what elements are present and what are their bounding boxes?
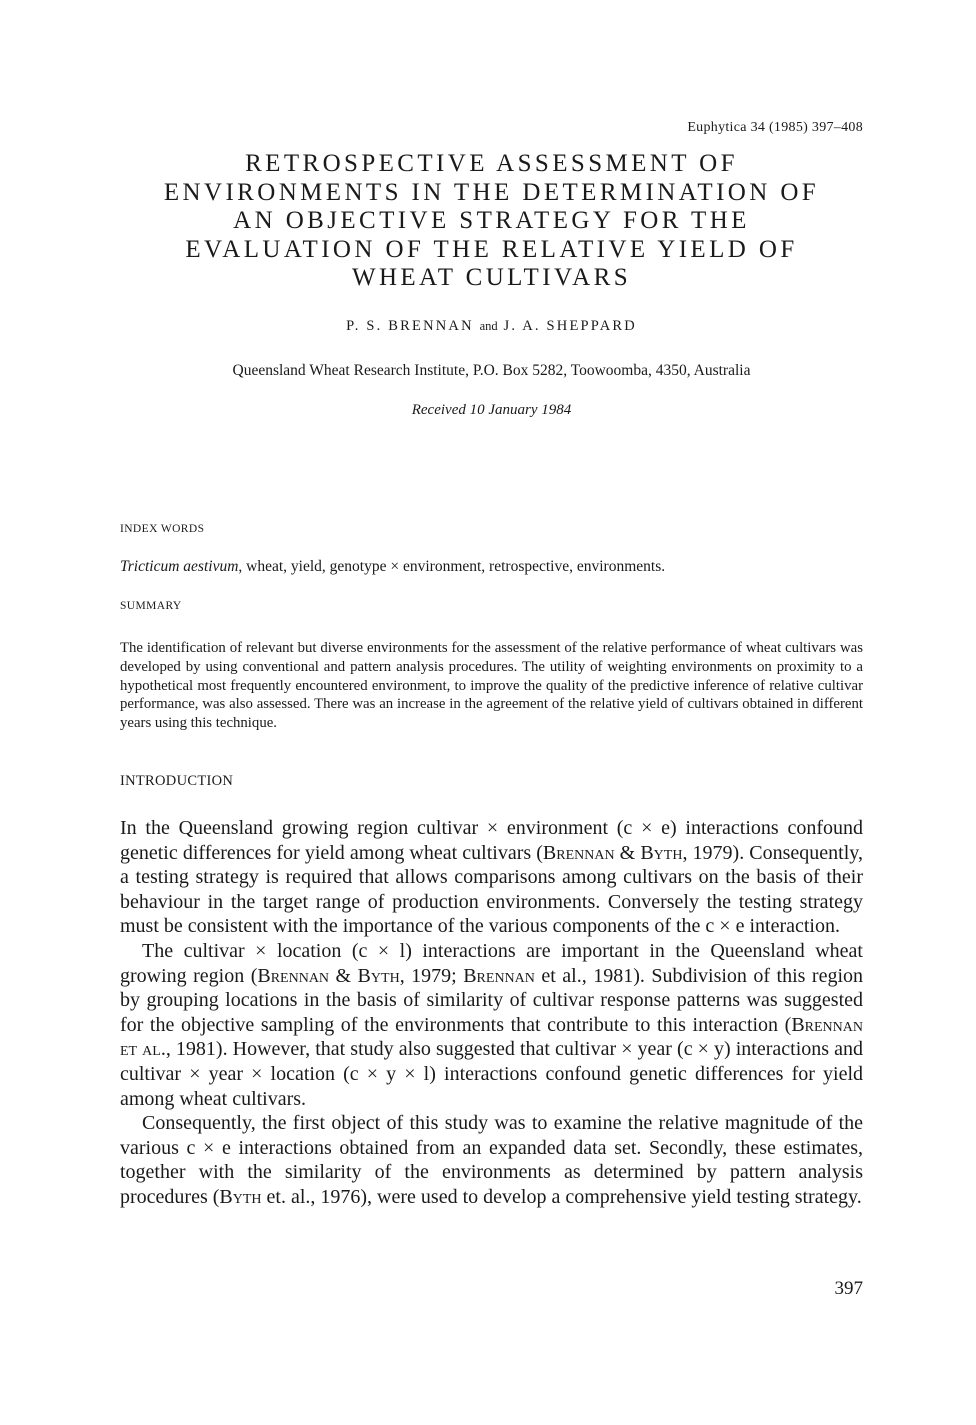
intro-text: Consequently, the first object of this study was to examine the relative magnitude of the various c × e interactions obtained from an expanded data set. Secondly, these estimates, together with the similarity of the environments as determined by pattern analysis procedures ( [120, 1112, 863, 1208]
journal-page [120, 0, 863, 1425]
author-affiliation: Queensland Wheat Research Institute, P.O. Box 5282, Toowoomba, 4350, Australia [232, 362, 751, 379]
author-list [120, 318, 863, 335]
intro-text: , 1981). However, that study also suggested that cultivar × year (c × y) interactions and cultivar × year × location (c × y × l) interactions confound genetic differences for yield among wheat cultivars. [120, 1038, 863, 1110]
citation: Brennan & Byth [542, 841, 683, 864]
author-sheppard: J. A. SHEPPARD [503, 318, 637, 334]
intro-text: In the Queensland growing region cultivar × environment (c × e) interactions confound genetic differences for yield among wheat cultivars ( [120, 817, 863, 864]
title-line: RETROSPECTIVE ASSESSMENT OF [245, 150, 738, 177]
title-line: WHEAT CULTIVARS [351, 264, 632, 291]
species-name: Tricticum aestivum [120, 558, 239, 575]
title-line: AN OBJECTIVE STRATEGY FOR THE [233, 207, 750, 234]
citation: Brennan et al. [120, 1013, 863, 1061]
journal-reference: Euphytica 34 (1985) 397–408 [687, 120, 863, 135]
citation: Brennan [463, 964, 535, 987]
article-title [120, 150, 863, 293]
title-line: ENVIRONMENTS IN THE DETERMINATION OF [163, 178, 820, 206]
index-words [120, 558, 863, 576]
intro-text: The cultivar × location (c × l) interactions are important in the Queensland wheat growing region ( [120, 939, 863, 987]
intro-text: et. al., 1976), were used to develop a comprehensive yield testing strategy. [261, 1185, 862, 1208]
keyword-list: , wheat, yield, genotype × environment, retrospective, environments. [238, 558, 666, 575]
citation: Brennan & Byth [257, 964, 400, 987]
author-brennan: P. S. BRENNAN [346, 318, 474, 334]
received-date: Received 10 January 1984 [411, 402, 572, 418]
intro-text: , 1979). Consequently, a testing strategy is required that allows comparisons among cultivars on the basis of their behaviour in the target range of production environments. Conversely the testing strategy must be consistent with the importance of the various components of the c × e interaction. [120, 841, 863, 938]
title-line: EVALUATION OF THE RELATIVE YIELD OF [185, 235, 798, 263]
intro-paragraph-3 [120, 1111, 863, 1209]
intro-text: , 1979; [399, 964, 464, 987]
summary-heading: SUMMARY [120, 600, 182, 612]
intro-paragraph-2 [120, 939, 863, 1111]
index-words-heading: INDEX WORDS [120, 523, 205, 535]
citation: Byth [219, 1185, 262, 1208]
intro-text: et al., 1981). Subdivision of this region by grouping locations in the basis of similarity of cultivar response patterns was suggested for the objective sampling of the environments that contribute to this interaction ( [120, 964, 864, 1036]
page-number: 397 [834, 1278, 863, 1299]
introduction-body [120, 816, 863, 1210]
summary-text: The identification of relevant but diverse environments for the assessment of the relative performance of wheat cultivars was developed by using conventional and pattern analysis procedures. The utility of weighting environments on proximity to a hypothetical most frequently encountered environment, to improve the quality of the predictive inference of relative cultivar performance, was also assessed. There was an increase in the agreement of the relative yield of cultivars obtained in different years using this technique. [120, 640, 863, 732]
intro-paragraph-1 [120, 816, 863, 939]
author-conjunction: and [479, 319, 498, 333]
introduction-heading: INTRODUCTION [120, 773, 234, 789]
